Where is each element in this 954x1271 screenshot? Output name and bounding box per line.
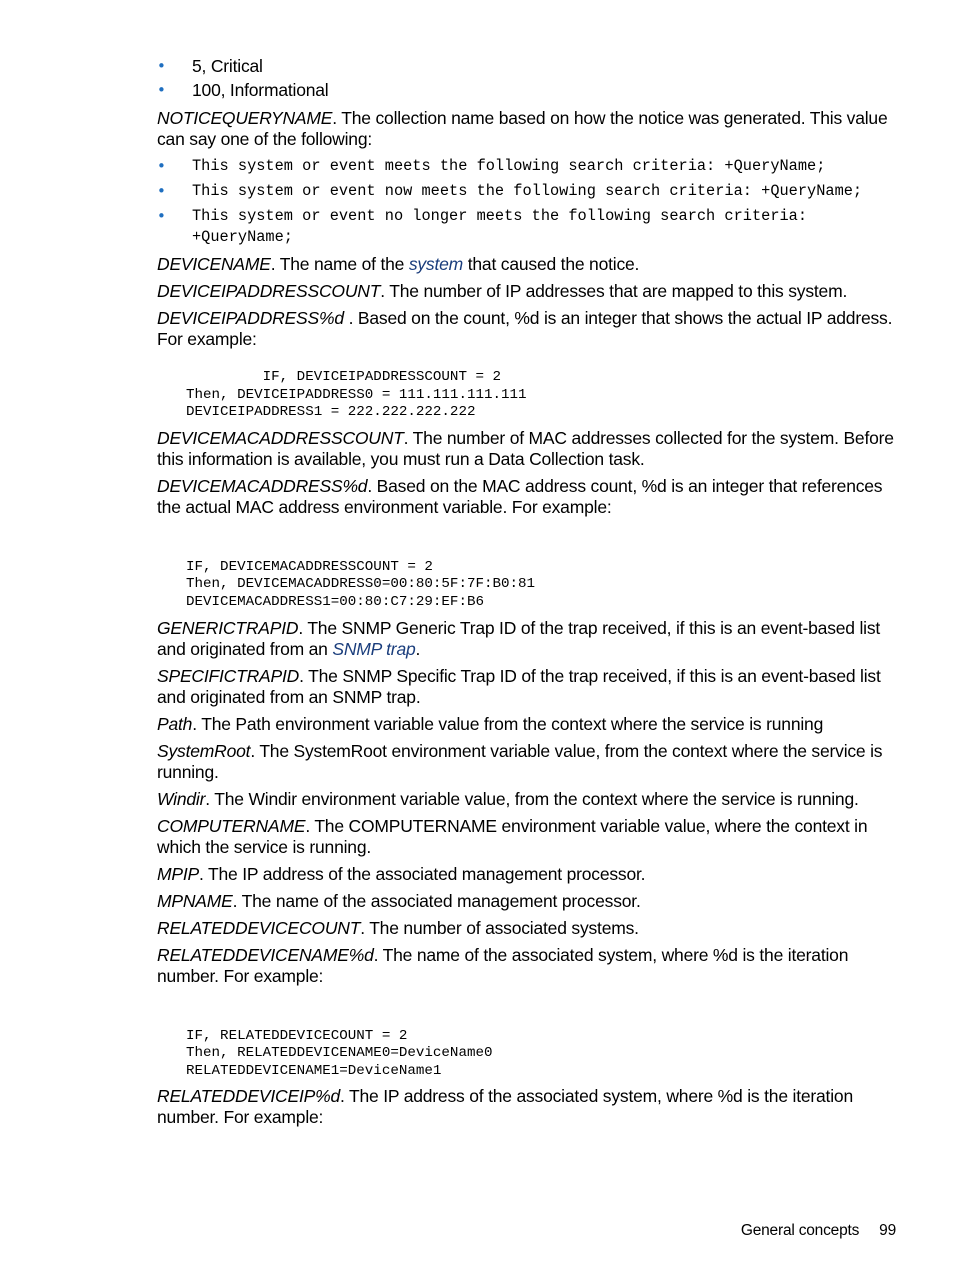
term: DEVICEIPADDRESSCOUNT [157,281,381,301]
relateddevicecount-definition: RELATEDDEVICECOUNT. The number of associated systems. [157,917,639,938]
bullet-icon: • [157,81,166,99]
devicemacaddresscount-definition: DEVICEMACADDRESSCOUNT. The number of MAC addresses collected for the system. Before this information is available, you must run a Data Collection task. [157,427,894,469]
list-item: • This system or event meets the following search criteria: +QueryName; [157,157,826,175]
query-list [157,156,899,248]
snmp-trap-link[interactable]: SNMP trap [332,638,416,659]
term: RELATEDDEVICECOUNT [157,917,361,938]
code-example-related: IF, RELATEDDEVICECOUNT = 2 Then, RELATEDDEVICENAME0=DeviceName0 RELATEDDEVICENAME1=DeviceName1 [186,1027,493,1079]
code-example-mac: IF, DEVICEMACADDRESSCOUNT = 2 Then, DEVICEMACADDRESS0=00:80:5F:7F:B0:81 DEVICEMACADDRESS1=00:80:C7:29:EF:B6 [186,558,536,610]
term: SystemRoot [157,740,251,761]
bullet-icon: • [157,157,166,175]
term: NOTICEQUERYNAME [157,108,333,128]
list-item: • 5, Critical [157,56,263,76]
bullet-icon: • [157,57,166,75]
relateddevicename-definition: RELATEDDEVICENAME%d. The name of the associated system, where %d is the iteration number. For example: [157,944,849,986]
generictrapid-definition: GENERICTRAPID. The SNMP Generic Trap ID of the trap received, if this is an event-based list and originated from an SNMP trap. [157,617,881,659]
deviceipaddress-definition: DEVICEIPADDRESS%d . Based on the count, %d is an integer that shows the actual IP address. For example: [157,308,893,349]
mpname-definition: MPNAME. The name of the associated management processor. [157,890,641,911]
term: COMPUTERNAME [157,815,306,836]
term: SPECIFICTRAPID [157,665,300,686]
term: RELATEDDEVICENAME%d [157,944,374,965]
term: DEVICEIPADDRESS%d [157,308,349,328]
term: Windir [157,788,206,809]
code-example-ip: IF, DEVICEIPADDRESSCOUNT = 2 Then, DEVICEIPADDRESS0 = 111.111.111.111 DEVICEIPADDRESS1 = 222.222.222.222 [186,369,527,421]
systemroot-definition: SystemRoot. The SystemRoot environment variable value, from the context where the service is running. [157,740,883,782]
document-page [157,54,899,1134]
windir-definition: Windir. The Windir environment variable value, from the context where the service is running. [157,788,859,809]
page-footer [0,1222,896,1240]
relateddeviceip-definition: RELATEDDEVICEIP%d. The IP address of the associated system, where %d is the iteration number. For example: [157,1086,853,1128]
devicemacaddress-definition: DEVICEMACADDRESS%d. Based on the MAC address count, %d is an integer that references the actual MAC address environment variable. For example: [157,475,883,517]
bullet-icon: • [157,207,166,225]
term: RELATEDDEVICEIP%d [157,1086,340,1107]
path-definition: Path. The Path environment variable value from the context where the service is running [157,713,824,734]
devicename-definition: DEVICENAME. The name of the system that caused the notice. [157,254,640,274]
term: Path [157,713,193,734]
noticequeryname-definition: NOTICEQUERYNAME. The collection name based on how the notice was generated. This value can say one of the following: [157,108,888,149]
deviceipaddresscount-definition: DEVICEIPADDRESSCOUNT. The number of IP addresses that are mapped to this system. [157,281,848,301]
list-item: • 100, Informational [157,80,329,100]
page-number: 99 [879,1222,896,1239]
system-link[interactable]: system [408,254,464,274]
specifictrapid-definition: SPECIFICTRAPID. The SNMP Specific Trap ID of the trap received, if this is an event-based list and originated from an SNMP trap. [157,665,881,707]
list-item: • This system or event now meets the following search criteria: +QueryName; [157,182,863,200]
severity-list [157,54,899,102]
footer-section-title: General concepts [740,1222,860,1239]
term: MPIP [157,863,199,884]
computername-definition: COMPUTERNAME. The COMPUTERNAME environment variable value, where the context in which the service is running. [157,815,868,857]
term: DEVICEMACADDRESSCOUNT [157,427,404,448]
term: GENERICTRAPID [157,617,299,638]
term: DEVICENAME [157,254,271,274]
term: MPNAME [157,890,233,911]
term: DEVICEMACADDRESS%d [157,475,368,496]
bullet-icon: • [157,182,166,200]
list-item: • This system or event no longer meets the following search criteria: +QueryName; [157,207,808,246]
mpip-definition: MPIP. The IP address of the associated management processor. [157,863,646,884]
